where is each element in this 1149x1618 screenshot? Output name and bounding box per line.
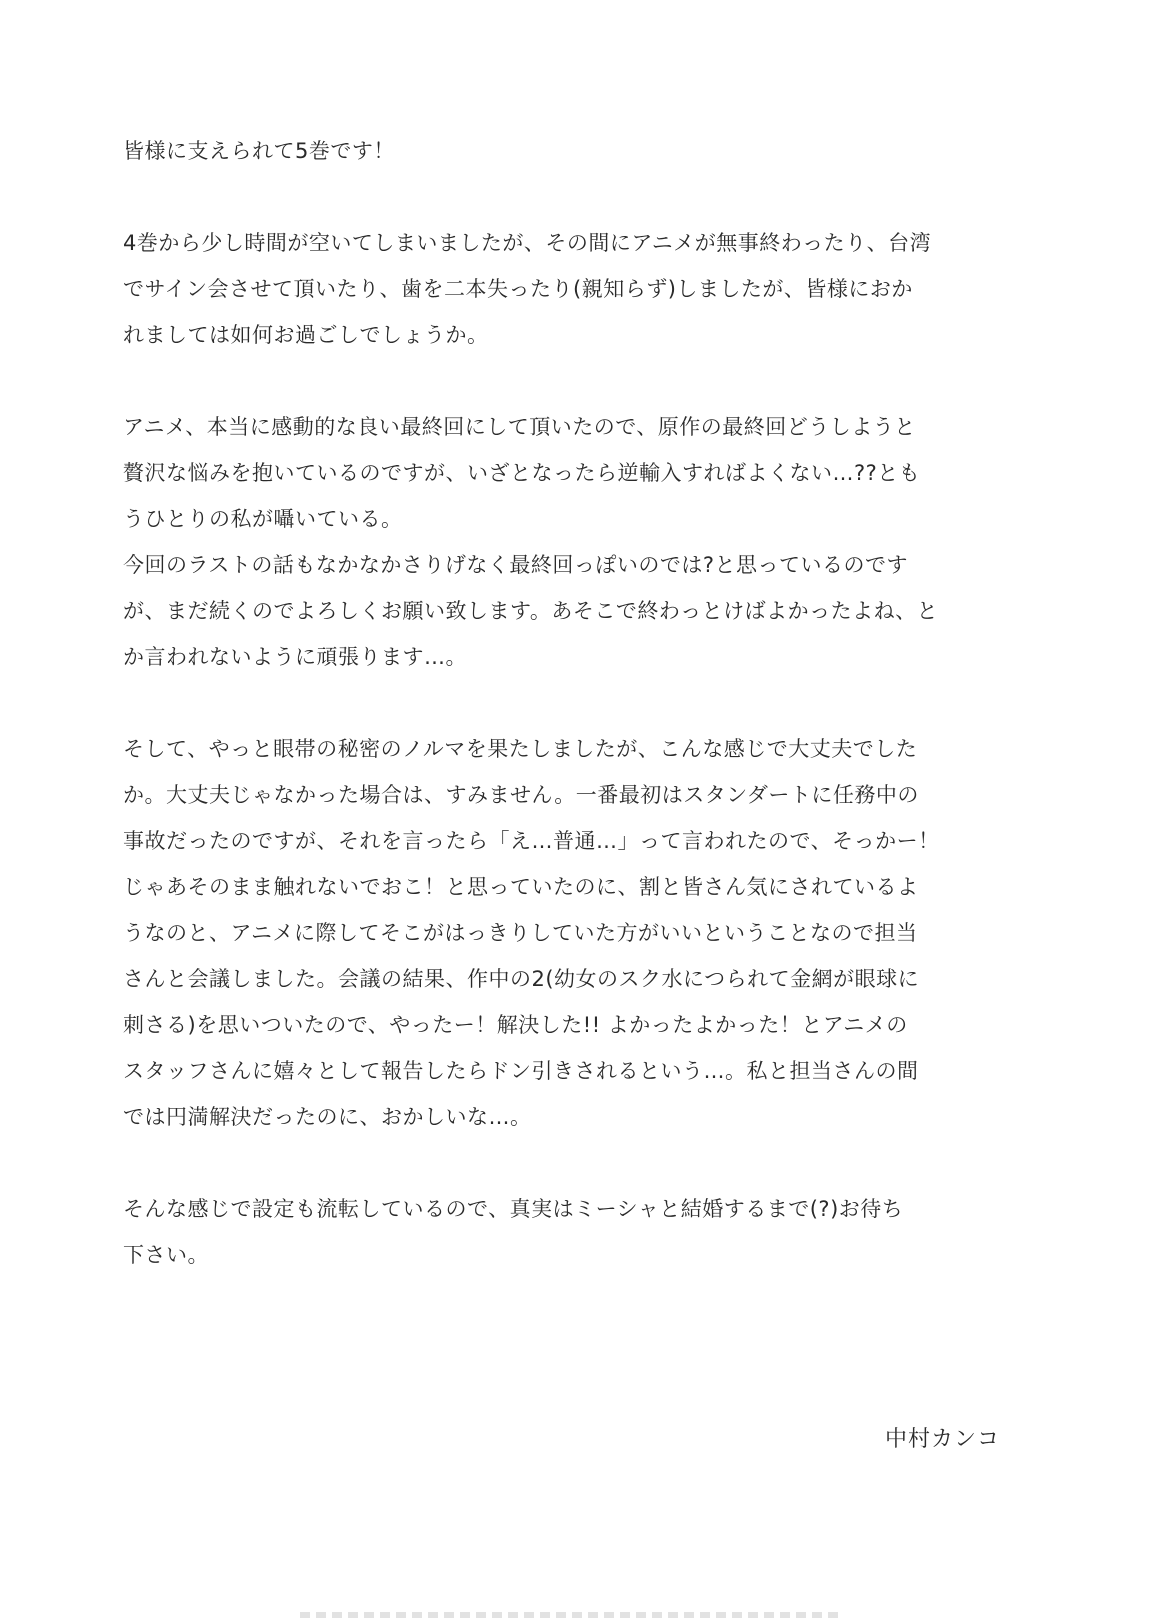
text-line: 事故だったのですが、それを言ったら「え…普通…」って言われたので、そっかー！: [123, 829, 940, 853]
text-line: 下さい。: [123, 1243, 209, 1267]
text-line: 皆様に支えられて5巻です！: [123, 139, 395, 163]
paragraph-gap: [123, 358, 1023, 404]
text-line: か。大丈夫じゃなかった場合は、すみません。一番最初はスタンダートに任務中の: [123, 783, 919, 807]
text-line: 贅沢な悩みを抱いているのですが、いざとなったら逆輸入すればよくない…??とも: [123, 461, 921, 485]
paragraph-gap: [123, 174, 1023, 220]
text-line: うひとりの私が囁いている。: [123, 507, 403, 531]
text-line: じゃあそのまま触れないでおこ！と思っていたのに、割と皆さん気にされているよ: [123, 875, 919, 899]
text-line: が、まだ続くのでよろしくお願い致します。あそこで終わっとけばよかったよね、と: [123, 599, 939, 623]
author-signature: 中村カンコ: [885, 1427, 1001, 1452]
paragraph-greeting: [123, 128, 1023, 174]
text-line: うなのと、アニメに際してそこがはっきりしていた方がいいということなので担当: [123, 921, 918, 945]
text-line: では円満解決だったのに、おかしいな…。: [123, 1105, 532, 1129]
paragraph-gap: [123, 680, 1023, 726]
paragraph-anime: [123, 404, 1023, 680]
paragraph-update: [123, 220, 1023, 358]
text-line: 4巻から少し時間が空いてしまいましたが、その間にアニメが無事終わったり、台湾: [123, 231, 932, 255]
text-line: 刺さる)を思いついたので、やったー！解決した!! よかったよかった！とアニメの: [123, 1013, 908, 1037]
text-line: 今回のラストの話もなかなかさりげなく最終回っぽいのでは?と思っているのです: [123, 553, 909, 577]
text-line: そんな感じで設定も流転しているので、真実はミーシャと結婚するまで(?)お待ち: [123, 1197, 904, 1221]
paragraph-eyepatch: [123, 726, 1023, 1140]
paragraph-gap: [123, 1140, 1023, 1186]
text-line: アニメ、本当に感動的な良い最終回にして頂いたので、原作の最終回どうしようと: [123, 415, 916, 439]
text-line: スタッフさんに嬉々として報告したらドン引きされるという…。私と担当さんの間: [123, 1059, 919, 1083]
text-line: か言われないように頑張ります…。: [123, 645, 467, 669]
paragraph-closing: [123, 1186, 1023, 1278]
text-line: でサイン会させて頂いたり、歯を二本失ったり(親知らず)しましたが、皆様におか: [123, 277, 913, 301]
text-line: れましては如何お過ごしでしょうか。: [123, 323, 489, 347]
footer-faint-text: [300, 1612, 840, 1618]
text-line: そして、やっと眼帯の秘密のノルマを果たしましたが、こんな感じで大丈夫でした: [123, 737, 918, 761]
text-line: さんと会議しました。会議の結果、作中の2(幼女のスク水につられて金網が眼球に: [123, 967, 920, 991]
afterword-body: [123, 128, 1023, 1278]
